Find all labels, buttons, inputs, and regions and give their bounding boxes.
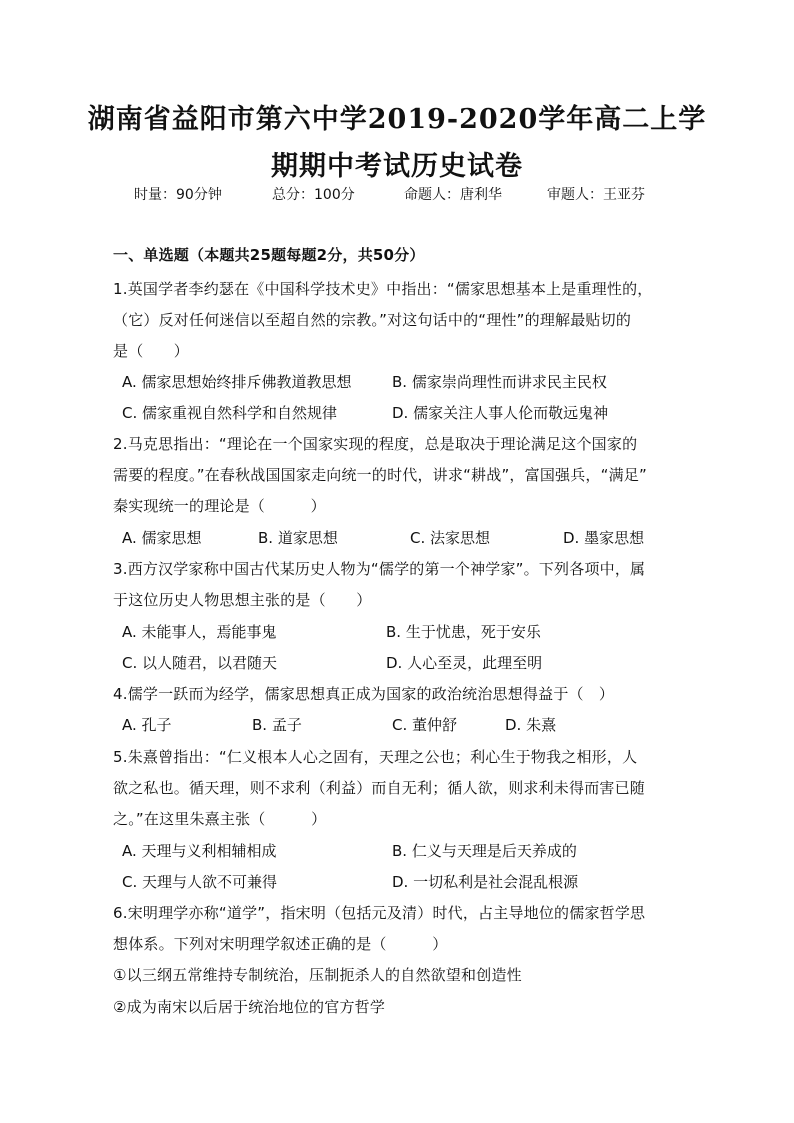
question-4-line-1: 4.儒学一跃而为经学，儒家思想真正成为国家的政治统治思想得益于（ ） [113,685,615,703]
exam-reviewer: 审题人：王亚芬 [547,187,645,203]
question-2-option-b: B. 道家思想 [258,529,338,547]
question-1-line-3: 是（ ） [113,342,190,360]
question-1-line-1: 1.英国学者李约瑟在《中国科学技术史》中指出：“儒家思想基本上是重理性的， [113,280,653,298]
exam-score: 总分：100分 [272,187,355,203]
question-6-line-1: 6.宋明理学亦称“道学”，指宋明（包括元及清）时代，占主导地位的儒家哲学思 [113,904,646,922]
question-3-option-b: B. 生于忧患，死于安乐 [386,623,541,641]
question-3-option-a: A. 未能事人，焉能事鬼 [122,623,277,641]
exam-meta [0,184,794,208]
question-5-option-d: D. 一切私利是社会混乱根源 [392,873,579,891]
exam-time: 时量：90分钟 [134,187,222,203]
question-5-line-1: 5.朱熹曾指出：“仁义根本人心之固有，天理之公也；利心生于物我之相形，人 [113,748,638,766]
question-6-line-2: 想体系。下列对宋明理学叙述正确的是（ ） [113,935,448,953]
question-6-statement-2: ②成为南宋以后居于统治地位的官方哲学 [113,998,386,1016]
question-5-line-2: 欲之私也。循天理，则不求利（利益）而自无利；循人欲，则求利未得而害已随 [113,779,646,797]
question-1-option-c: C. 儒家重视自然科学和自然规律 [122,404,338,422]
exam-title-line2: 期期中考试历史试卷 [271,151,523,182]
question-3-option-c: C. 以人随君，以君随天 [122,654,278,672]
question-1-option-b: B. 儒家崇尚理性而讲求民主民权 [392,373,607,391]
question-4-option-b: B. 孟子 [252,716,302,734]
question-3-line-1: 3.西方汉学家称中国古代某历史人物为“儒学的第一个神学家”。下列各项中，属 [113,560,646,578]
question-5-option-b: B. 仁义与天理是后天养成的 [392,842,577,860]
question-2-line-3: 秦实现统一的理论是（ ） [113,497,326,515]
exam-author: 命题人：唐利华 [404,187,502,203]
question-1-option-d: D. 儒家关注人事人伦而敬远鬼神 [392,404,609,422]
question-3-option-d: D. 人心至灵，此理至明 [386,654,543,672]
question-5-line-3: 之。”在这里朱熹主张（ ） [113,810,327,828]
section-heading: 一、单选题（本题共25题每题2分，共50分） [113,246,425,264]
question-5-option-a: A. 天理与义利相辅相成 [122,842,277,860]
question-6-statement-1: ①以三纲五常维持专制统治，压制扼杀人的自然欲望和创造性 [113,966,522,984]
question-2-option-c: C. 法家思想 [410,529,491,547]
question-4-option-a: A. 孔子 [122,716,172,734]
exam-title-line1: 湖南省益阳市第六中学2019-2020学年高二上学 [87,104,707,135]
question-5-option-c: C. 天理与人欲不可兼得 [122,873,278,891]
question-2-option-a: A. 儒家思想 [122,529,202,547]
question-2-option-d: D. 墨家思想 [563,529,645,547]
question-3-line-2: 于这位历史人物思想主张的是（ ） [113,591,372,609]
question-2-line-2: 需要的程度。”在春秋战国国家走向统一的时代，讲求“耕战”，富国强兵，“满足” [113,466,647,484]
question-4-option-c: C. 董仲舒 [392,716,458,734]
question-2-line-1: 2.马克思指出：“理论在一个国家实现的程度，总是取决于理论满足这个国家的 [113,435,638,453]
question-1-option-a: A. 儒家思想始终排斥佛教道教思想 [122,373,352,391]
question-1-line-2: （它）反对任何迷信以至超自然的宗教。”对这句话中的“理性”的理解最贴切的 [113,311,632,329]
question-4-option-d: D. 朱熹 [505,716,557,734]
